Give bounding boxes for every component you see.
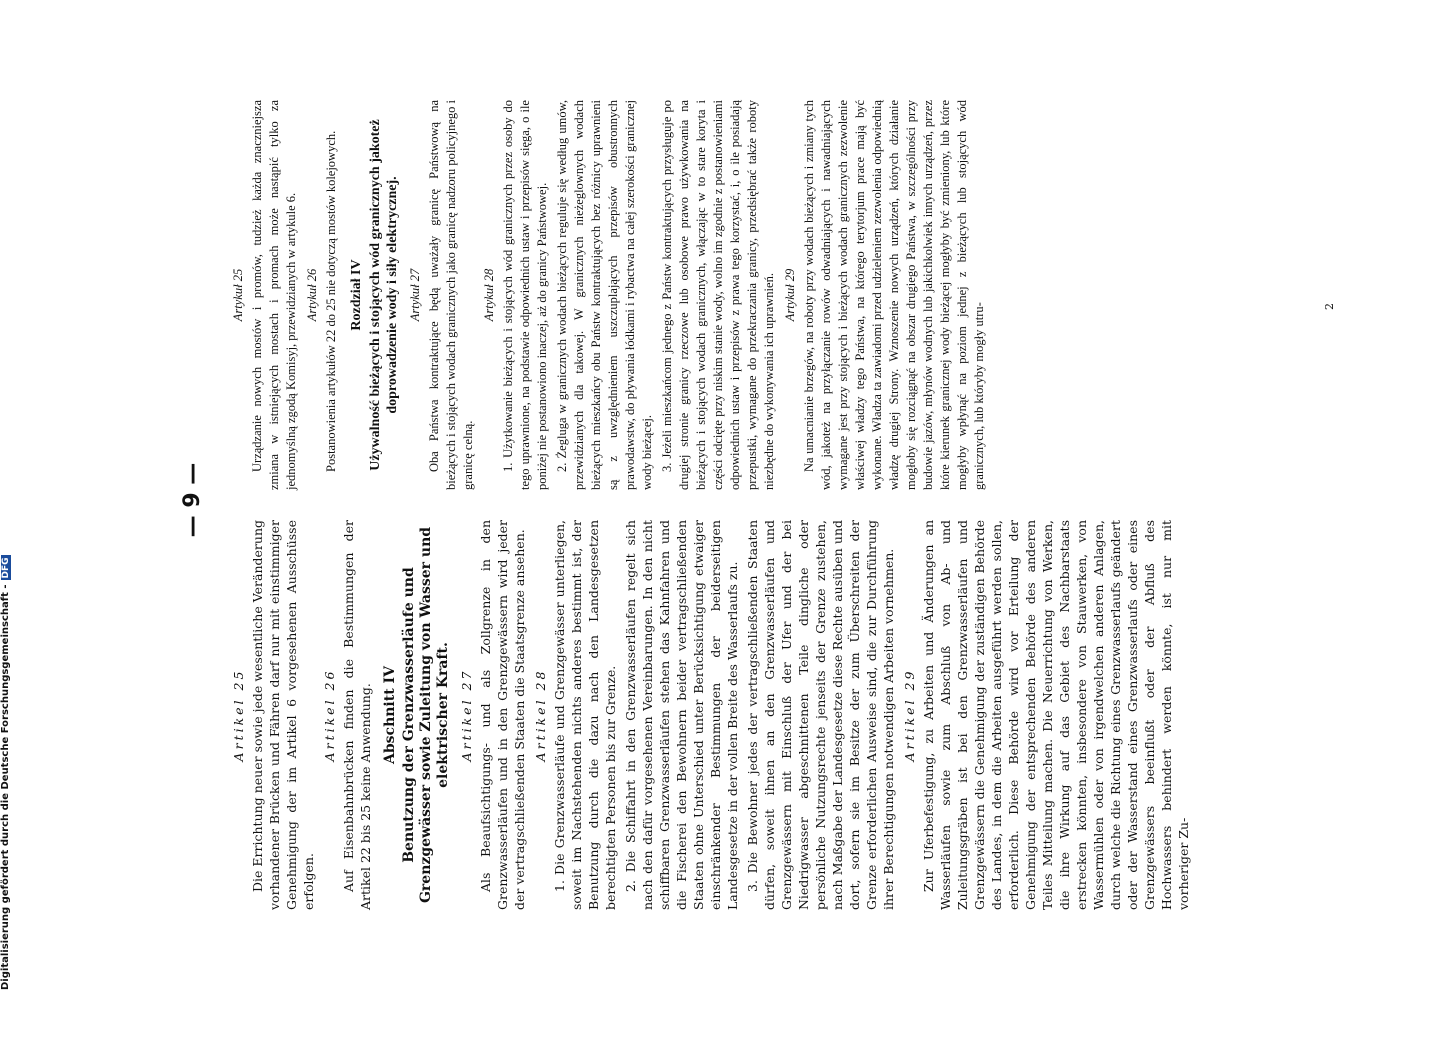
article-heading: Artykuł 25 [231, 268, 245, 322]
article-text: Die Errichtung neuer sowie jede wesentliche Veränderung vorhandener Brücken und Fähren darf nur mit einstimmiger Genehmigung der im Artikel 6 vorgesehenen Ausschüsse erfolgen. [250, 520, 316, 910]
article-heading: Artikel 27 [459, 668, 474, 762]
article-heading: Artykuł 28 [482, 268, 496, 322]
article-text: Urządzanie nowych mostów i promów, tudzież każda znaczniejsza zmiana w istniejących mostach i promach może nastąpić tylko za jednomyślną zgodą Komisyj, przewidzianych w artykule 6. [250, 100, 298, 490]
german-column [226, 520, 1195, 910]
section-title: Abschnitt IV [382, 666, 398, 764]
article-text: Oba Państwa kontraktujące będą uważały granicę Państwową na bieżących i stojących wodach granicznych jako granicę nadzoru policyjnego i granicę celną. [427, 100, 475, 490]
credit-text: Digitalisierung gefördert durch die Deutsche Forschungsgemeinschaft - [0, 584, 11, 990]
article-heading: Artykuł 26 [305, 268, 319, 322]
article-text: 1. Die Grenzwasserläufe und Grenzgewässer unterliegen, soweit im Nachstehenden nichts anderes bestimmt ist, der Benutzung durch die dazu nach den Landesgesetzen berechtigten Personen bis zur Grenze. [552, 520, 618, 910]
dfg-logo: DFG [1, 557, 11, 579]
section-title: Rozdział IV [349, 259, 364, 331]
printer-signature: 2 [1323, 303, 1336, 310]
article-text: Auf Eisenbahnbrücken finden die Bestimmungen der Artikel 22 bis 25 keine Anwendung. [341, 520, 373, 910]
article-text: Na umacnianie brzegów, na roboty przy wodach bieżących i zmiany tych wód, jakoteż na przyłączanie rowów odwadniających i nawadniających wymagane jest przy stojących i bieżących wodach granicznych zezwolenie właściwej władzy tego Państwa, na którego terytorjum prace mają być wykonane. Władza ta zawiadomi przed udzieleniem zezwolenia odpowiednią władzę drugiej Strony. Wznoszenie nowych urządzeń, których działanie mogłoby się rozciągnąć na obszar drugiego Państwa, w szczególności przy budowie jazów, młynów wodnych lub jakichkolwiek innych urządzeń, przez które kierunek granicznej wody bieżącej mogłyby być zmieniony, lub które mogłyby wpłynąć na poziom jednej z bieżących lub stojących wód granicznych, lub któryby mogły utru- [802, 100, 986, 490]
article-text: Postanowienia artykułów 22 do 25 nie dotyczą mostów kolejowych. [324, 130, 338, 472]
section-subtitle: Benutzung der Grenzwasserläufe und Grenzgewässer sowie Zuleitung von Wasser und elektrischer Kraft. [401, 526, 451, 904]
article-heading: Artykuł 27 [408, 268, 422, 322]
article-text: 1. Użytkowanie bieżących i stojących wód granicznych przez osoby do tego uprawnione, na podstawie odpowiednich ustaw i przepisów sięga, o ile poniżej nie postanowiono inaczej, aż do granicy Państwowej. [501, 100, 549, 490]
article-text: 2. Żegluga w granicznych wodach bieżących reguluje się według umów, przewidzianych dla takowej. W granicznych nieżeglownych wodach bieżących mieszkańcy obu Państw kontraktujących bez różnicy uprawnieni są z uwzględnieniem uszczuplających przepisów obustronnych prawodawstw, do pływania łódkami i rybactwa na całej szerokości granicznej wody bieżącej. [555, 100, 654, 490]
page-number: — 9 — [180, 462, 205, 538]
page-content [180, 90, 1336, 910]
article-text: Zur Uferbefestigung, zu Arbeiten und Änderungen an Wasserläufen sowie zum Abschluß von Ab- und Zuleitungsgräben ist bei den Grenzwasserläufen und Grenzgewässern die Genehmigung der zuständigen Behörde des Landes, in dem die Arbeiten ausgeführt werden sollen, erforderlich. Diese Behörde wird vor Erteilung der Genehmigung der entsprechenden Behörde des anderen Teiles Mitteilung machen. Die Neuerrichtung von Werken, die ihre Wirkung auf das Gebiet des Nachbarstaats erstrecken könnten, insbesondere von Stauwerken, von Wassermühlen oder von irgendwelchen anderen Anlagen, durch welche die Richtung eines Grenzwasserlaufs geändert oder der Wasserstand eines Grenzwasserlaufs oder eines Grenzgewässers beeinflußt oder der Abfluß des Hochwassers behindert werden könnte, ist nur mit vorheriger Zu- [921, 520, 1191, 910]
article-heading: Artikel 28 [533, 668, 548, 762]
article-heading: Artikel 26 [322, 668, 337, 762]
article-text: Als Beaufsichtigungs- und als Zollgrenze in den Grenzwasserläufen und in den Grenzgewässern wird jeder der vertragschließenden Staaten die Staatsgrenze ansehen. [478, 520, 527, 910]
article-heading: Artykuł 29 [783, 268, 797, 322]
article-heading: Artikel 25 [231, 668, 246, 762]
article-text: 3. Die Bewohner jedes der vertragschließenden Staaten dürfen, soweit ihnen an den Grenzwasserläufen und Grenzgewässern mit Einschluß der Ufer und der bei Niedrigwasser abgeschnittenen Teile dingliche oder persönliche Nutzungsrechte jenseits der Grenze zustehen, nach Maßgabe der Landesgesetze diese Rechte ausüben und dort, sofern sie im Besitze der zum Überschreiten der Grenze erforderlichen Ausweise sind, die zur Durchführung ihrer Berechtigungen notwendigen Arbeiten vornehmen. [745, 520, 896, 910]
digitization-credit [0, 557, 16, 990]
article-text: 3. Jeżeli mieszkańcom jednego z Państw kontraktujących przysługuje po drugiej stronie granicy rzeczowe lub osobowe prawo używkowania na bieżących i stojących wodach granicznych, włączając w to stare koryta i części odcięte przy niskim stanie wody, wolno im zgodnie z postanowieniami odpowiednich ustaw i przepisów z prawa tego korzystać, i, o ile posiadają przepustki, wymagane do przekraczania granicy, przedsiębrać także roboty niezbędne do wykonywania ich uprawnień. [660, 100, 776, 490]
rotated-page [180, 0, 1336, 1060]
section-subtitle: Używalność bieżących i stojących wód granicznych jakoteż doprowadzenie wody i siły elektrycznej. [368, 119, 400, 471]
article-text: 2. Die Schiffahrt in den Grenzwasserläufen regelt sich nach den dafür vorgesehenen Vereinbarungen. In den nicht schiffbaren Grenzwasserläufen stehen das Kahnfahren und die Fischerei den Bewohnern beider vertragschließenden Staaten ohne Unterschied unter Berücksichtigung etwaiger einschränkender Bestimmungen der beiderseitigen Landesgesetze in der vollen Breite des Wasserlaufs zu. [623, 520, 740, 910]
article-heading: Artikel 29 [902, 668, 917, 762]
polish-column [226, 100, 991, 490]
